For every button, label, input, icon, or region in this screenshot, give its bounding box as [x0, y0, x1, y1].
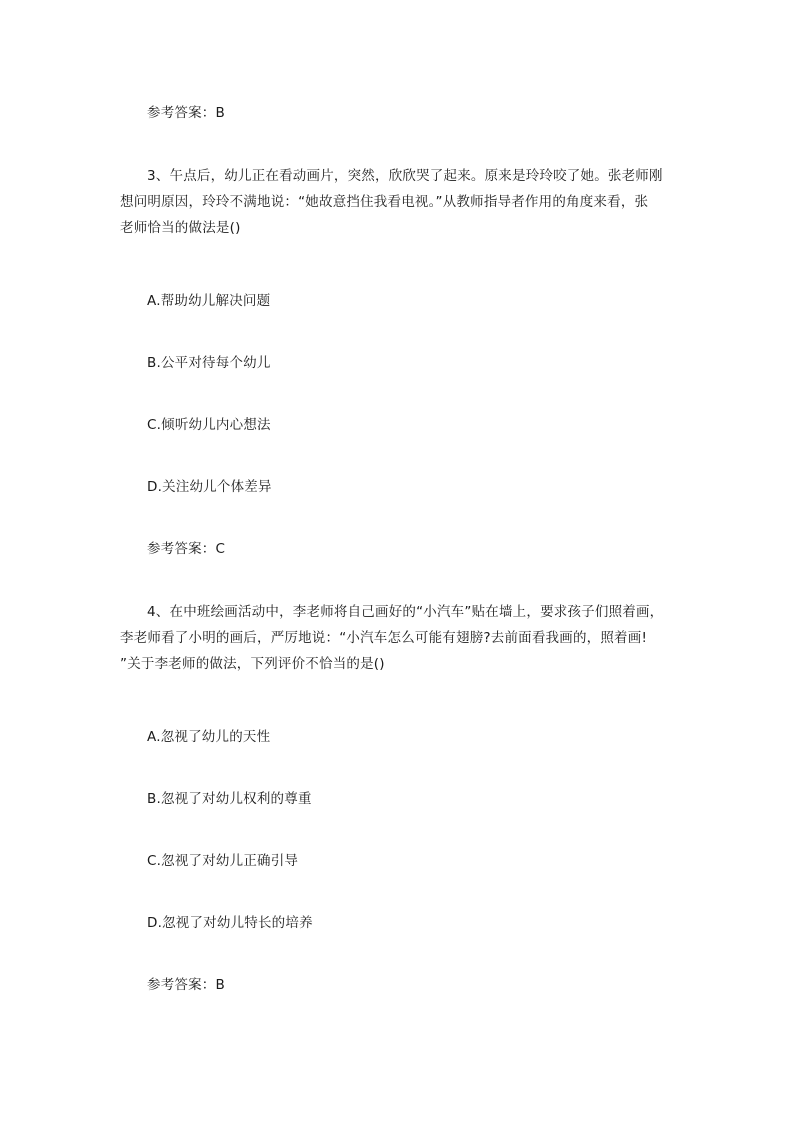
answer-previous: 参考答案：B	[147, 105, 225, 121]
question-3-option-c: C.倾听幼儿内心想法	[147, 417, 271, 433]
question-3-line-2: 想问明原因，玲玲不满地说：“她故意挡住我看电视。”从教师指导者作用的角度来看，张	[120, 194, 649, 210]
question-3-option-a: A.帮助幼儿解决问题	[147, 293, 271, 309]
question-4-line-2: 李老师看了小明的画后，严厉地说：“小汽车怎么可能有翅膀?去前面看我画的，照着画!	[120, 630, 648, 646]
question-3-option-b: B.公平对待每个幼儿	[147, 355, 271, 371]
question-3-option-d: D.关注幼儿个体差异	[147, 479, 272, 495]
question-3-answer: 参考答案：C	[147, 541, 226, 557]
question-4	[120, 599, 680, 677]
question-4-option-c: C.忽视了对幼儿正确引导	[147, 853, 299, 869]
question-3	[120, 163, 680, 241]
question-4-option-a: A.忽视了幼儿的天性	[147, 729, 271, 745]
question-4-option-d: D.忽视了对幼儿特长的培养	[147, 915, 313, 931]
question-4-line-3: ”关于李老师的做法，下列评价不恰当的是()	[120, 656, 385, 672]
question-4-option-b: B.忽视了对幼儿权利的尊重	[147, 791, 312, 807]
question-4-answer: 参考答案：B	[147, 977, 225, 993]
question-3-line-3: 老师恰当的做法是()	[120, 220, 241, 236]
question-4-line-1: 4、在中班绘画活动中，李老师将自己画好的“小汽车”贴在墙上，要求孩子们照着画，	[147, 604, 664, 620]
question-3-line-1: 3、午点后，幼儿正在看动画片，突然，欣欣哭了起来。原来是玲玲咬了她。张老师刚	[147, 168, 663, 184]
